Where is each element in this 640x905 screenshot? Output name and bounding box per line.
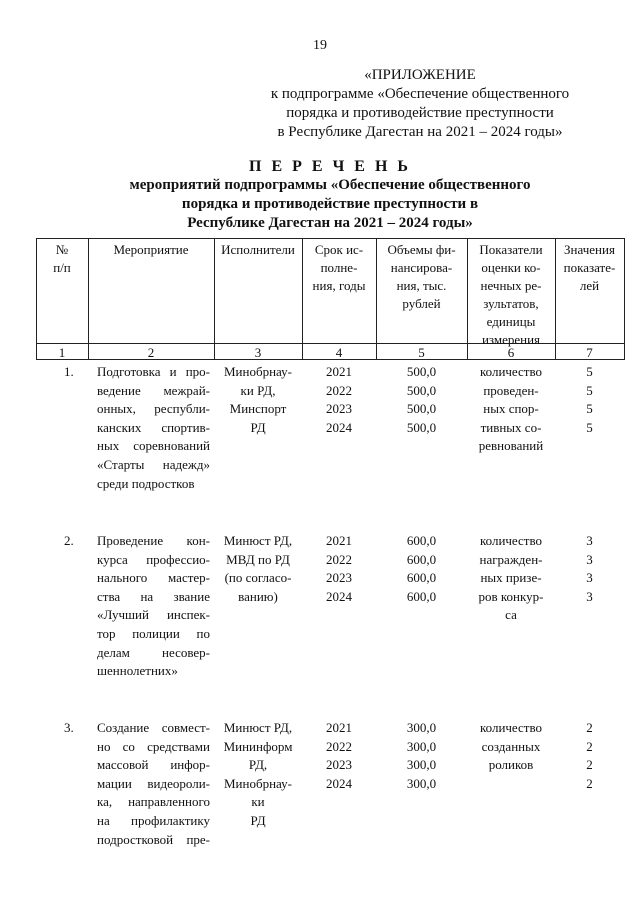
executors-cell: Минюст РД, МВД по РД (по согласо- ванию) [223, 533, 293, 604]
word: несовер- [162, 644, 210, 660]
title-line: порядка и противодействие преступности в [181, 196, 479, 212]
word: профилактику [130, 812, 210, 828]
word: «Старты [97, 456, 145, 472]
title-line: мероприятий подпрограммы «Обеспечение общественного [129, 177, 531, 193]
header-cell-values: Значения показате- лей [563, 242, 616, 293]
funding-cell: 600,0 600,0 600,0 600,0 [406, 533, 437, 604]
activity-cell [97, 719, 210, 849]
page-number: 19 [313, 38, 327, 53]
funding-cell: 500,0 500,0 500,0 500,0 [406, 364, 437, 435]
word: средствами [147, 738, 210, 754]
word: звание [173, 588, 210, 604]
word: со [122, 738, 135, 754]
word: Проведение [97, 533, 164, 548]
indicator-cell: количество проведен- ных спор- тивных со- ревнований [478, 364, 544, 454]
executors-cell: Минюст РД, Мининформ РД, Минобрнау- ки РД [223, 720, 293, 828]
word: спортив- [161, 419, 210, 435]
title-heading: П Е Р Е Ч Е Н Ь [249, 158, 411, 175]
row-number: 1. [64, 364, 74, 379]
column-number: 4 [335, 345, 343, 360]
funding-cell: 300,0 300,0 300,0 300,0 [406, 720, 437, 791]
word: по [196, 625, 210, 641]
word: ка, [97, 794, 113, 810]
word: мастер- [168, 570, 210, 586]
word: совмест- [161, 720, 210, 735]
word: подростковой [97, 831, 174, 847]
word: массовой [97, 757, 149, 773]
word: про- [185, 364, 210, 379]
word: инфор- [170, 757, 210, 773]
values-cell: 5 5 5 5 [586, 364, 593, 435]
column-number: 5 [418, 345, 425, 360]
word: видеороли- [147, 775, 210, 791]
word: «Лучший [97, 607, 149, 623]
word: и [169, 364, 177, 379]
word: межрай- [163, 382, 210, 398]
word: Создание [97, 720, 150, 735]
table-vline [624, 238, 625, 360]
word: инспек- [166, 607, 210, 623]
word: мации [97, 775, 132, 791]
column-number: 3 [254, 345, 262, 360]
word: ных [97, 438, 120, 454]
years-cell: 2021 2022 2023 2024 [326, 364, 352, 435]
document-title [80, 157, 580, 233]
word: на [140, 588, 154, 604]
row-number: 3. [64, 720, 74, 735]
word: ведение [97, 382, 141, 398]
word: но [97, 738, 111, 754]
column-number: 6 [507, 345, 515, 360]
header-cell-executors: Исполнители [221, 242, 295, 257]
row-number: 2. [64, 533, 74, 548]
word: на [97, 812, 110, 828]
table-border-top [36, 238, 625, 239]
title-line: Республике Дагестан на 2021 – 2024 годы» [187, 215, 473, 231]
word: пре- [186, 831, 210, 847]
activity-cell: Проведение кон- курса профессио- нального мастер- ства на звание «Лучший инспек- тор полиции по делам несовер- шеннолетних» [97, 533, 210, 679]
column-number: 1 [58, 345, 66, 360]
word: республи- [154, 401, 210, 417]
word: надежд» [162, 456, 210, 472]
executors-cell: Минобрнау- ки РД, Минспорт РД [224, 364, 292, 435]
header-cell-funding: Объемы фи- нансирова- ния, тыс. рублей [387, 242, 456, 311]
indicator-cell: количество награжден- ных призе- ров конкур- са [478, 533, 544, 623]
appendix-line: «ПРИЛОЖЕНИЕ [364, 67, 476, 83]
word: профессио- [146, 551, 210, 567]
word: ства [97, 588, 121, 604]
word: канских [97, 419, 142, 435]
appendix-line: в Республике Дагестан на 2021 – 2024 годы» [277, 124, 563, 140]
column-number: 2 [147, 345, 155, 360]
word: онных, [97, 401, 136, 417]
word: полиции [132, 625, 180, 641]
appendix-line: порядка и противодействие преступности [286, 105, 554, 121]
header-cell-number: № п/п [53, 242, 71, 275]
word: кон- [186, 533, 210, 548]
years-cell: 2021 2022 2023 2024 [326, 533, 352, 604]
years-cell: 2021 2022 2023 2024 [326, 720, 352, 791]
word: Подготовка [97, 364, 161, 379]
appendix-heading [250, 66, 590, 142]
activity-cell: Подготовка и про- ведение межрай- онных, республи- канских спортив- ных соревнований «Старты надежд» среди подростков [97, 364, 210, 491]
word: соревнований [133, 438, 210, 454]
values-cell: 3 3 3 3 [586, 533, 593, 604]
word: нального [97, 570, 148, 586]
word: курса [97, 551, 128, 567]
values-cell: 2 2 2 2 [586, 720, 593, 791]
header-cell-indicators: Показатели оценки ко- нечных ре- зультатов, единицы измерения [479, 242, 543, 347]
word: направленного [128, 794, 210, 810]
appendix-line: к подпрограмме «Обеспечение общественного [270, 86, 570, 102]
indicator-cell: количество созданных роликов [479, 720, 543, 773]
word: тор [97, 625, 116, 641]
header-cell-activity: Мероприятие [113, 242, 189, 257]
word: делам [97, 644, 130, 660]
header-cell-term: Срок ис- полне- ния, годы [312, 242, 366, 293]
column-number: 7 [586, 345, 593, 360]
